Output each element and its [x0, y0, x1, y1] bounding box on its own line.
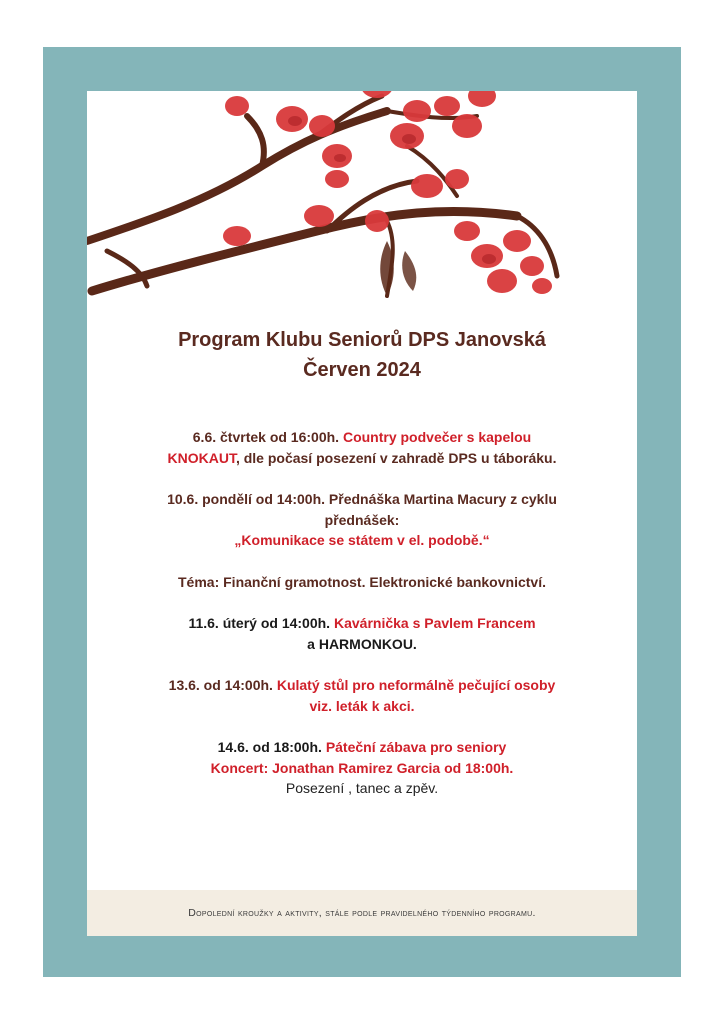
event-highlight: Country podvečer s kapelou — [342, 429, 532, 445]
event-item — [97, 737, 627, 799]
event-date: 6.6. čtvrtek od 16:00h. — [192, 429, 340, 445]
title-line-1: Program Klubu Seniorů DPS Janovská — [178, 329, 546, 351]
poster-page — [87, 91, 637, 936]
event-text: , dle počasí posezení v zahradě DPS u táboráku. — [235, 449, 557, 466]
title-line-2: Červen 2024 — [303, 359, 421, 381]
event-date: 14.6. od 18:00h. — [217, 739, 322, 755]
event-item — [97, 572, 627, 593]
event-highlight: „Komunikace se státem v el. podobě.“ — [234, 532, 490, 548]
event-item — [97, 613, 627, 654]
event-text: přednášek: — [324, 511, 400, 528]
footer-note: Dopolední kroužky a aktivity, stále podle pravidelného týdenního programu. — [87, 890, 637, 936]
event-highlight: Kulatý stůl pro neformálně pečující osoby — [276, 677, 556, 693]
event-highlight: Páteční zábava pro seniory — [325, 739, 507, 755]
event-item — [97, 489, 627, 551]
event-text: Posezení , tanec a zpěv. — [285, 780, 439, 796]
event-item — [97, 427, 627, 468]
event-highlight: viz. leták k akci. — [309, 697, 415, 714]
event-highlight: KNOKAUT — [167, 449, 236, 466]
event-date: 13.6. od 14:00h. — [168, 677, 273, 693]
event-text: Přednáška Martina Macury z cyklu — [328, 491, 557, 507]
event-item — [97, 675, 627, 716]
event-highlight: Kavárnička s Pavlem Francem — [333, 615, 536, 631]
cherry-blossom-branch-illustration — [87, 91, 637, 321]
events-list — [97, 427, 627, 820]
program-title — [87, 325, 637, 385]
event-date: 10.6. pondělí od 14:00h. — [167, 491, 326, 507]
event-highlight: Koncert: Jonathan Ramirez Garcia od 18:00h. — [210, 759, 514, 776]
event-text: Téma: Finanční gramotnost. Elektronické bankovnictví. — [178, 573, 546, 590]
event-date: 11.6. úterý od 14:00h. — [188, 615, 331, 631]
event-text: a HARMONKOU. — [307, 635, 417, 652]
